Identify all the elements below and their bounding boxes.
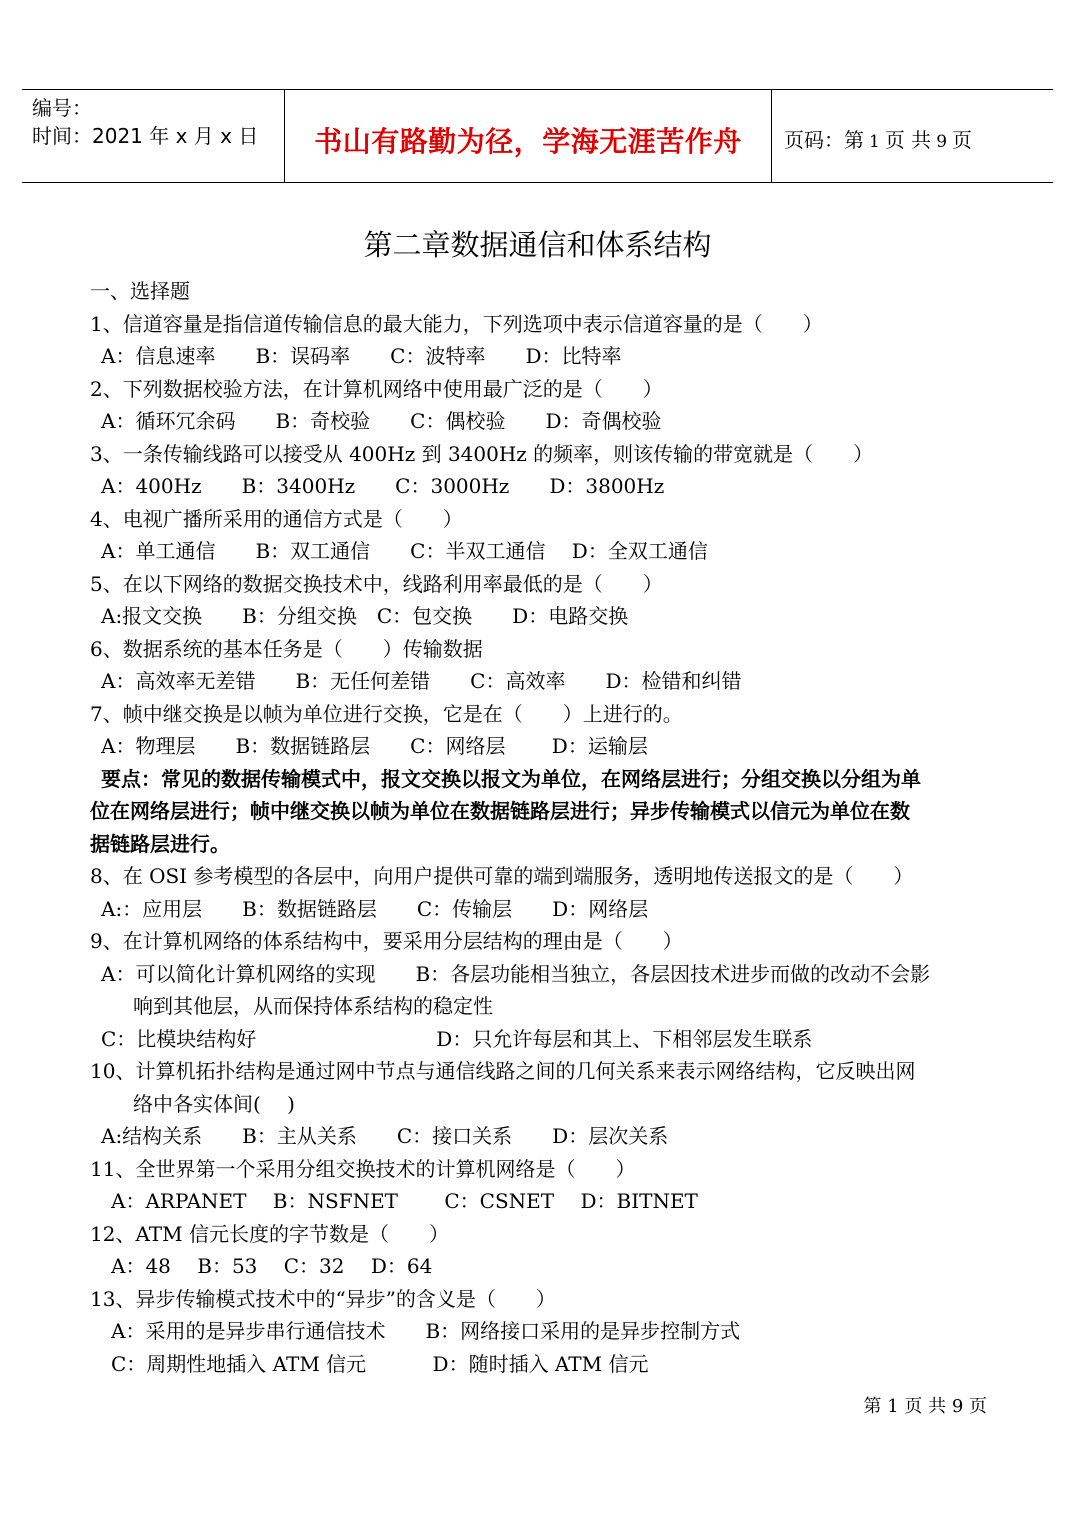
question-9-options-cd: C：比模块结构好 D：只允许每层和其上、下相邻层发生联系 (101, 1027, 813, 1051)
question-5-options: A:报文交换 B：分组交换 C：包交换 D：电路交换 (101, 604, 629, 628)
question-9: 9、在计算机网络的体系结构中，要采用分层结构的理由是（ ） (90, 929, 683, 953)
page-total: 9 (936, 132, 948, 152)
question-6: 6、数据系统的基本任务是（ ）传输数据 (90, 637, 483, 661)
question-3: 3、一条传输线路可以接受从 400Hz 到 3400Hz 的频率，则该传输的带宽就是（ ） (90, 442, 874, 466)
section-heading: 一、选择题 (90, 279, 190, 303)
question-12: 12、ATM 信元长度的字节数是（ ） (90, 1222, 449, 1246)
time-label: 时间：2021 年 x 月 x 日 (32, 124, 259, 148)
header-left-cell (22, 90, 285, 182)
question-1: 1、信道容量是指信道传输信息的最大能力，下列选项中表示信道容量的是（ ） (90, 312, 823, 336)
key-point-line-2: 位在网络层进行；帧中继交换以帧为单位在数据链路层进行；异步传输模式以信元为单位在数 (90, 799, 910, 823)
key-point-line-1: 要点：常见的数据传输模式中，报文交换以报文为单位，在网络层进行；分组交换以分组为单 (101, 767, 921, 791)
question-3-options: A：400Hz B：3400Hz C：3000Hz D：3800Hz (101, 474, 665, 498)
question-2-options: A：循环冗余码 B：奇校验 C：偶校验 D：奇偶校验 (101, 409, 662, 433)
question-8: 8、在 OSI 参考模型的各层中，向用户提供可靠的端到端服务，透明地传送报文的是（ ） (90, 864, 914, 888)
question-4-options: A：单工通信 B：双工通信 C：半双工通信 D：全双工通信 (101, 539, 708, 563)
question-7: 7、帧中继交换是以帧为单位进行交换，它是在（ ）上进行的。 (90, 702, 683, 726)
question-13-options-cd: C：周期性地插入 ATM 信元 D：随时插入 ATM 信元 (111, 1352, 649, 1376)
question-6-options: A：高效率无差错 B：无任何差错 C：高效率 D：检错和纠错 (101, 669, 742, 693)
question-10-cont: 络中各实体间( ) (133, 1092, 295, 1116)
question-12-options: A：48 B：53 C：32 D：64 (111, 1254, 433, 1278)
page-suffix: 页 (952, 128, 973, 152)
question-1-options: A：信息速率 B：误码率 C：波特率 D：比特率 (101, 344, 622, 368)
question-13: 13、异步传输模式技术中的“异步”的含义是（ ） (90, 1287, 556, 1311)
key-point-line-3: 据链路层进行。 (90, 832, 230, 856)
page-label: 页码：第 (784, 128, 864, 152)
question-9-options-b-cont: 响到其他层，从而保持体系结构的稳定性 (133, 994, 493, 1018)
page-indicator (784, 124, 972, 153)
question-11-options: A：ARPANET B：NSFNET C：CSNET D：BITNET (111, 1189, 698, 1213)
page-mid: 页 共 (884, 128, 932, 152)
number-label: 编号： (32, 96, 92, 120)
page-current: 1 (869, 132, 880, 152)
question-9-options-ab: A：可以简化计算机网络的实现 B：各层功能相当独立，各层因技术进步而做的改动不会影 (101, 962, 931, 986)
motto: 书山有路勤为径，学海无涯苦作舟 (314, 125, 742, 158)
question-13-options-ab: A：采用的是异步串行通信技术 B：网络接口采用的是异步控制方式 (111, 1319, 741, 1343)
page-footer: 第 1 页 共 9 页 (863, 1396, 987, 1417)
question-8-options: A:：应用层 B：数据链路层 C：传输层 D：网络层 (101, 897, 649, 921)
question-10: 10、计算机拓扑结构是通过网中节点与通信线路之间的几何关系来表示网络结构，它反映出网 (90, 1059, 916, 1083)
question-4: 4、电视广播所采用的通信方式是（ ） (90, 507, 463, 531)
chapter-title: 第二章数据通信和体系结构 (363, 228, 712, 262)
header-middle-cell (285, 90, 772, 182)
question-2: 2、下列数据校验方法，在计算机网络中使用最广泛的是（ ） (90, 377, 663, 401)
question-11: 11、全世界第一个采用分组交换技术的计算机网络是（ ） (90, 1157, 636, 1181)
question-7-options: A：物理层 B：数据链路层 C：网络层 D：运输层 (101, 734, 648, 758)
header-right-cell (772, 90, 1053, 182)
question-5: 5、在以下网络的数据交换技术中，线路利用率最低的是（ ） (90, 572, 663, 596)
question-10-options: A:结构关系 B：主从关系 C：接口关系 D：层次关系 (101, 1124, 669, 1148)
header-table (22, 89, 1053, 183)
